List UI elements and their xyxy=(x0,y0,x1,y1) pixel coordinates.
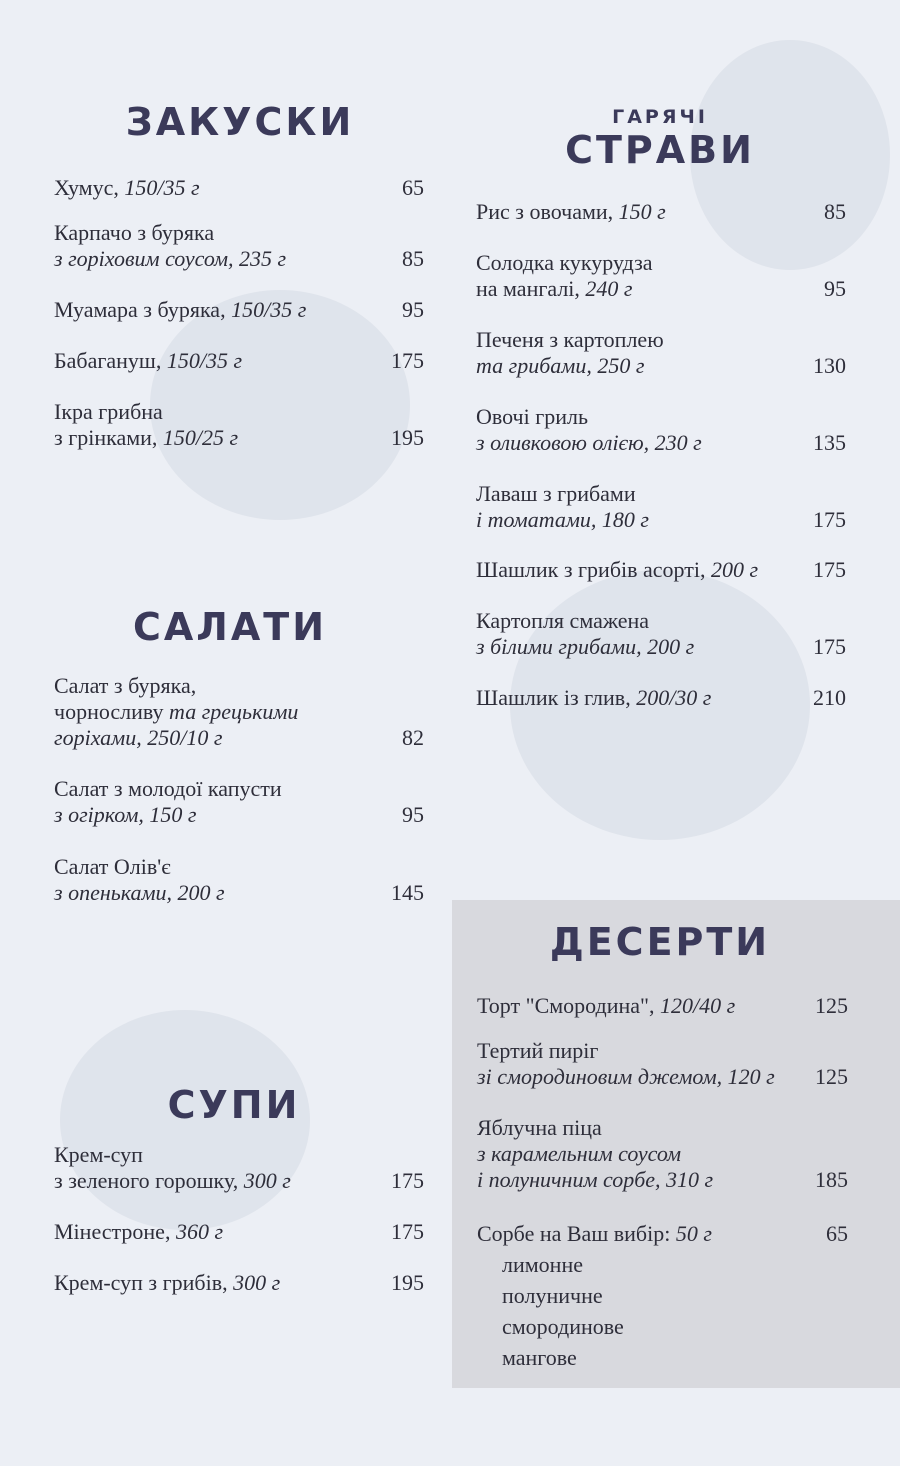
price: 175 xyxy=(813,557,846,582)
section-title-salads: САЛАТИ xyxy=(133,605,327,649)
menu-item: Картопля смажена з білими грибами, 200 г 175 xyxy=(476,608,846,659)
price: 175 xyxy=(391,348,424,373)
menu-item: Салат з молодої капусти з огірком, 150 г 95 xyxy=(54,776,424,827)
section-subtitle-hot: ГАРЯЧІ xyxy=(612,106,708,128)
sorbet-option: мангове xyxy=(502,1345,577,1370)
menu-item: Шашлик з грибів асорті, 200 г 175 xyxy=(476,557,846,582)
menu-item: Мінестроне, 360 г 175 xyxy=(54,1219,424,1244)
menu-item: Тертий пиріг зі смородиновим джемом, 120 г 125 xyxy=(477,1038,848,1089)
menu-item: Крем-суп з зеленого горошку, 300 г 175 xyxy=(54,1142,424,1193)
menu-item: Бабагануш, 150/35 г 175 xyxy=(54,348,424,373)
menu-item: Овочі гриль з оливковою олією, 230 г 135 xyxy=(476,404,846,455)
price: 175 xyxy=(391,1168,424,1193)
menu-item: Крем-суп з грибів, 300 г 195 xyxy=(54,1270,424,1295)
menu-item: Ікра грибна з грінками, 150/25 г 195 xyxy=(54,399,424,450)
section-title-soups: СУПИ xyxy=(167,1083,301,1127)
price: 65 xyxy=(402,175,424,200)
menu-item: Шашлик із глив, 200/30 г 210 xyxy=(476,685,846,710)
price: 95 xyxy=(824,276,846,301)
price: 145 xyxy=(391,880,424,905)
menu-item: Муамара з буряка, 150/35 г 95 xyxy=(54,297,424,322)
section-title-hot: СТРАВИ xyxy=(565,128,755,172)
sorbet-option: смородинове xyxy=(502,1314,624,1339)
menu-item: Рис з овочами, 150 г 85 xyxy=(476,199,846,224)
menu-item: Хумус, 150/35 г 65 xyxy=(54,175,424,200)
menu-item: Салат Олів'є з опеньками, 200 г 145 xyxy=(54,854,424,905)
menu-item: Солодка кукурудза на мангалі, 240 г 95 xyxy=(476,250,846,301)
price: 125 xyxy=(815,1064,848,1089)
price: 130 xyxy=(813,353,846,378)
price: 135 xyxy=(813,430,846,455)
price: 175 xyxy=(391,1219,424,1244)
menu-item: Яблучна піца з карамельним соусом і полуничним сорбе, 310 г 185 xyxy=(477,1115,848,1192)
price: 95 xyxy=(402,297,424,322)
menu-item: Печеня з картоплею та грибами, 250 г 130 xyxy=(476,327,846,378)
price: 185 xyxy=(815,1167,848,1192)
menu-item: Торт "Смородина", 120/40 г 125 xyxy=(477,993,848,1018)
sorbet-option: полуничне xyxy=(502,1283,603,1308)
price: 195 xyxy=(391,425,424,450)
price: 125 xyxy=(815,993,848,1018)
menu-item: Салат з буряка, чорносливу та грецькими горіхами, 250/10 г 82 xyxy=(54,673,424,750)
sorbet-option: лимонне xyxy=(502,1252,583,1277)
price: 85 xyxy=(824,199,846,224)
section-title-snacks: ЗАКУСКИ xyxy=(125,100,355,144)
price: 195 xyxy=(391,1270,424,1295)
price: 175 xyxy=(813,634,846,659)
price: 210 xyxy=(813,685,846,710)
menu-item: Карпачо з буряка з горіховим соусом, 235 г 85 xyxy=(54,220,424,271)
price: 95 xyxy=(402,802,424,827)
menu-item: Сорбе на Ваш вибір: 50 г 65 xyxy=(477,1221,848,1246)
section-title-desserts: ДЕСЕРТИ xyxy=(549,920,771,964)
price: 65 xyxy=(826,1221,848,1246)
price: 82 xyxy=(402,725,424,750)
price: 85 xyxy=(402,246,424,271)
menu-item: Лаваш з грибами і томатами, 180 г 175 xyxy=(476,481,846,532)
price: 175 xyxy=(813,507,846,532)
